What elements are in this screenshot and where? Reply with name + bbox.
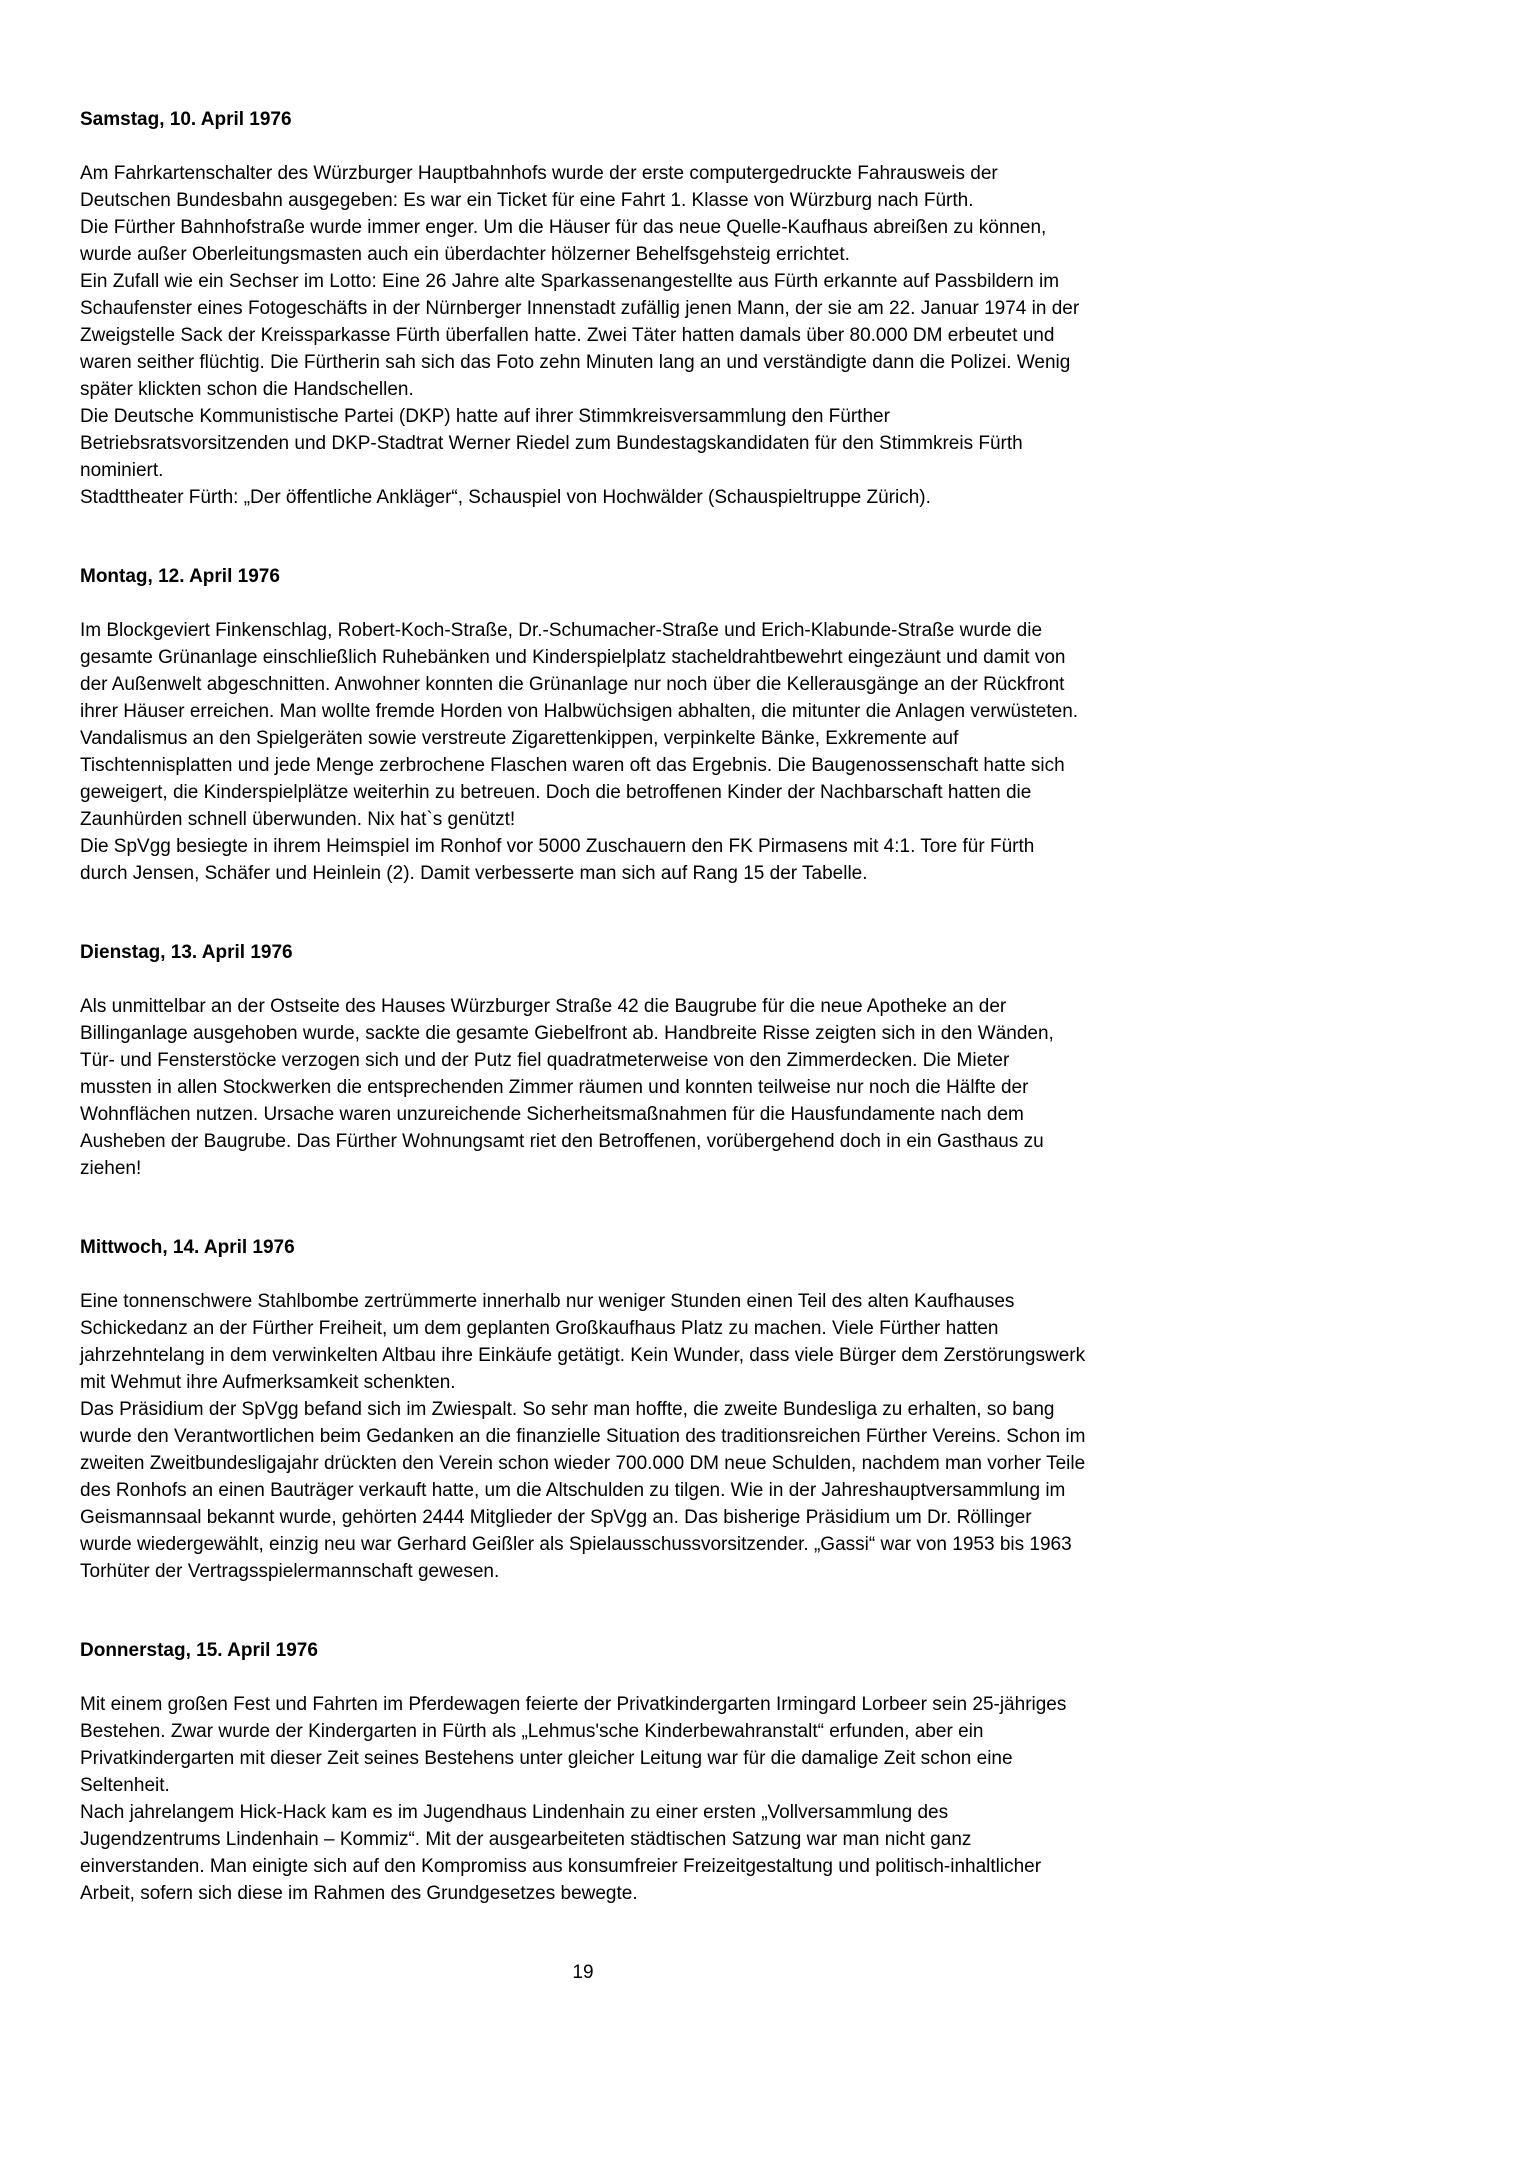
section-donnerstag-15-april-1976	[80, 1637, 1086, 1907]
paragraph: Stadttheater Fürth: „Der öffentliche Ankläger“, Schauspiel von Hochwälder (Schauspieltruppe Zürich).	[80, 487, 931, 508]
paragraph: Am Fahrkartenschalter des Würzburger Hauptbahnhofs wurde der erste computergedruckte Fahrausweis der Deutschen Bundesbahn ausgegeben: Es war ein Ticket für eine Fahrt 1. Klasse von Würzburg nach Fürth.	[80, 163, 998, 211]
paragraph: Ein Zufall wie ein Sechser im Lotto: Eine 26 Jahre alte Sparkassenangestellte aus Fürth erkannte auf Passbildern im Schaufenster eines Fotogeschäfts in der Nürnberger Innenstadt zufällig jenen Mann, der sie am 22. Januar 1974 in der Zweigstelle Sack der Kreissparkasse Fürth überfallen hatte. Zwei Täter hatten damals über 80.000 DM erbeutet und waren seither flüchtig. Die Fürtherin sah sich das Foto zehn Minuten lang an und verständigte dann die Polizei. Wenig später klickten schon die Handschellen.	[80, 271, 1080, 400]
section-dienstag-13-april-1976	[80, 939, 1086, 1182]
section-mittwoch-14-april-1976	[80, 1234, 1086, 1585]
paragraph: Nach jahrelangem Hick-Hack kam es im Jugendhaus Lindenhain zu einer ersten „Vollversammlung des Jugendzentrums Lindenhain – Kommiz“. Mit der ausgearbeiteten städtischen Satzung war man nicht ganz einverstanden. Man einigte sich auf den Kompromiss aus konsumfreier Freizeitgestaltung und politisch-inhaltlicher Arbeit, sofern sich diese im Rahmen des Grundgesetzes bewegte.	[80, 1802, 1042, 1904]
paragraph: Mit einem großen Fest und Fahrten im Pferdewagen feierte der Privatkindergarten Irmingard Lorbeer sein 25-jähriges Bestehen. Zwar wurde der Kindergarten in Fürth als „Lehmus'sche Kinderbewahranstalt“ erfunden, aber ein Privatkindergarten mit dieser Zeit seines Bestehens unter gleicher Leitung war für die damalige Zeit schon eine Seltenheit.	[80, 1694, 1067, 1796]
paragraph: Das Präsidium der SpVgg befand sich im Zwiespalt. So sehr man hoffte, die zweite Bundesliga zu erhalten, so bang wurde den Verantwortlichen beim Gedanken an die finanzielle Situation des traditionsreichen Fürther Vereins. Schon im zweiten Zweitbundesligajahr drückten den Verein schon wieder 700.000 DM neue Schulden, nachdem man vorher Teile des Ronhofs an einen Bauträger verkauft hatte, um die Altschulden zu tilgen. Wie in der Jahreshauptversammlung im Geismannsaal bekannt wurde, gehörten 2444 Mitglieder der SpVgg an. Das bisherige Präsidium um Dr. Röllinger wurde wiedergewählt, einzig neu war Gerhard Geißler als Spielausschussvorsitzender. „Gassi“ war von 1953 bis 1963 Torhüter der Vertragsspielermannschaft gewesen.	[80, 1399, 1086, 1582]
section-heading: Mittwoch, 14. April 1976	[80, 1237, 295, 1258]
paragraph: Als unmittelbar an der Ostseite des Hauses Würzburger Straße 42 die Baugrube für die neue Apotheke an der Billinganlage ausgehoben wurde, sackte die gesamte Giebelfront ab. Handbreite Risse zeigten sich in den Wänden, Tür- und Fensterstöcke verzogen sich und der Putz fiel quadratmeterweise von den Zimmerdecken. Die Mieter mussten in allen Stockwerken die entsprechenden Zimmer räumen und konnten teilweise nur noch die Hälfte der Wohnflächen nutzen. Ursache waren unzureichende Sicherheitsmaßnahmen für die Hausfundamente nach dem Ausheben der Baugrube. Das Fürther Wohnungsamt riet den Betroffenen, vorübergehend doch in ein Gasthaus zu ziehen!	[80, 996, 1054, 1179]
section-heading: Montag, 12. April 1976	[80, 566, 280, 587]
section-montag-12-april-1976	[80, 563, 1086, 887]
paragraph: Die SpVgg besiegte in ihrem Heimspiel im Ronhof vor 5000 Zuschauern den FK Pirmasens mit 4:1. Tore für Fürth durch Jensen, Schäfer und Heinlein (2). Damit verbesserte man sich auf Rang 15 der Tabelle.	[80, 836, 1035, 884]
page-number: 19	[572, 1962, 594, 1983]
section-heading: Dienstag, 13. April 1976	[80, 942, 293, 963]
section-heading: Donnerstag, 15. April 1976	[80, 1640, 318, 1661]
paragraph: Im Blockgeviert Finkenschlag, Robert-Koch-Straße, Dr.-Schumacher-Straße und Erich-Klabunde-Straße wurde die gesamte Grünanlage einschließlich Ruhebänken und Kinderspielplatz stacheldrahtbewehrt eingezäunt und damit von der Außenwelt abgeschnitten. Anwohner konnten die Grünanlage nur noch über die Kellerausgänge an der Rückfront ihrer Häuser erreichen. Man wollte fremde Horden von Halbwüchsigen abhalten, die mitunter die Anlagen verwüsteten. Vandalismus an den Spielgeräten sowie verstreute Zigarettenkippen, verpinkelte Bänke, Exkremente auf Tischtennisplatten und jede Menge zerbrochene Flaschen waren oft das Ergebnis. Die Baugenossenschaft hatte sich geweigert, die Kinderspielplätze weiterhin zu betreuen. Doch die betroffenen Kinder der Nachbarschaft hatten die Zaunhürden schnell überwunden. Nix hat`s genützt!	[80, 620, 1079, 830]
paragraph: Die Deutsche Kommunistische Partei (DKP) hatte auf ihrer Stimmkreisversammlung den Fürther Betriebsratsvorsitzenden und DKP-Stadtrat Werner Riedel zum Bundestagskandidaten für den Stimmkreis Fürth nominiert.	[80, 406, 1023, 481]
paragraph: Eine tonnenschwere Stahlbombe zertrümmerte innerhalb nur weniger Stunden einen Teil des alten Kaufhauses Schickedanz an der Fürther Freiheit, um dem geplanten Großkaufhaus Platz zu machen. Viele Fürther hatten jahrzehntelang in dem verwinkelten Altbau ihre Einkäufe getätigt. Kein Wunder, dass viele Bürger dem Zerstörungswerk mit Wehmut ihre Aufmerksamkeit schenkten.	[80, 1291, 1086, 1393]
section-samstag-10-april-1976	[80, 106, 1086, 511]
section-heading: Samstag, 10. April 1976	[80, 109, 292, 130]
paragraph: Die Fürther Bahnhofstraße wurde immer enger. Um die Häuser für das neue Quelle-Kaufhaus abreißen zu können, wurde außer Oberleitungsmasten auch ein überdachter hölzerner Behelfsgehsteig errichtet.	[80, 217, 1047, 265]
